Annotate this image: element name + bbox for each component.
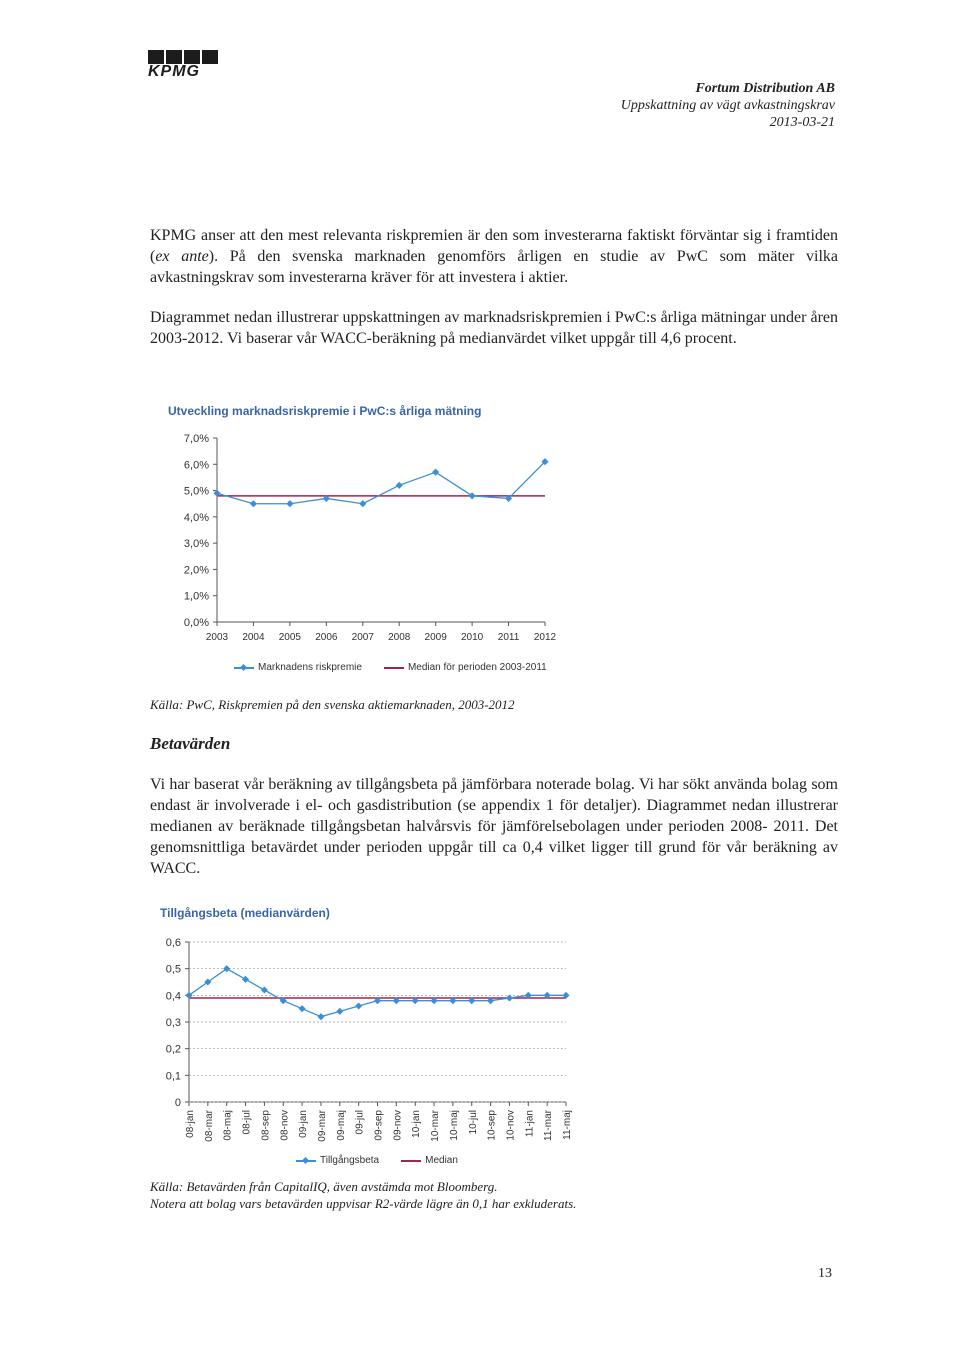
- y-tick-label: 4,0%: [183, 511, 209, 524]
- x-tick-label: 11-jan: [524, 1110, 536, 1138]
- risk-premium-chart: [0, 420, 960, 680]
- x-tick-label: 10-mar: [430, 1110, 442, 1142]
- data-point: [359, 500, 366, 507]
- header-date: 2013-03-21: [769, 115, 835, 130]
- page-number: 13: [818, 1266, 832, 1281]
- data-point: [299, 1005, 306, 1012]
- y-tick-label: 7,0%: [183, 433, 209, 445]
- x-tick-label: 2009: [424, 632, 447, 643]
- data-point: [317, 1013, 324, 1020]
- blue-line-swatch-icon: [296, 1160, 316, 1162]
- section-heading-betavarden: Betavärden: [150, 734, 231, 753]
- chart1-legend-median: [384, 662, 547, 673]
- x-tick-label: 09-nov: [392, 1110, 404, 1141]
- x-tick-label: 08-sep: [260, 1110, 272, 1141]
- y-tick-label: 0,3: [165, 1017, 181, 1029]
- y-tick-label: 0,6: [165, 937, 181, 949]
- x-tick-label: 2011: [497, 632, 520, 643]
- x-tick-label: 08-jul: [241, 1110, 253, 1135]
- y-tick-label: 5,0%: [183, 485, 209, 498]
- chart1-legend-median-label: Median för perioden 2003-2011: [407, 662, 547, 673]
- data-point: [261, 986, 268, 993]
- data-point: [432, 469, 439, 476]
- header-company: Fortum Distribution AB: [695, 81, 835, 96]
- y-tick-label: 0,4: [165, 990, 181, 1003]
- main-series-line: [217, 462, 545, 504]
- x-tick-label: 2012: [533, 632, 557, 643]
- y-tick-label: 3,0%: [183, 538, 209, 551]
- chart1-title: Utveckling marknadsriskpremie i PwC:s årliga mätning: [168, 404, 482, 418]
- data-point: [396, 482, 403, 489]
- x-tick-label: 09-jul: [354, 1110, 366, 1135]
- x-tick-label: 2007: [351, 632, 374, 643]
- x-tick-label: 10-sep: [486, 1110, 498, 1141]
- data-point: [286, 500, 293, 507]
- chart2-legend-median: [401, 1155, 458, 1166]
- data-point: [242, 976, 249, 983]
- red-line-swatch-icon: [384, 667, 404, 669]
- y-tick-label: 1,0%: [183, 590, 209, 603]
- y-tick-label: 2,0%: [183, 564, 209, 577]
- source-note-2-line1: Källa: Betavärden från CapitalIQ, även avstämda mot Bloomberg.: [150, 1179, 498, 1194]
- chart2-legend: [296, 1155, 458, 1166]
- data-point: [336, 1008, 343, 1015]
- paragraph-intro-b: ). På den svenska marknaden genomförs årligen en studie av PwC som mäter vilka avkastningskrav som investerarna kräver för att investera i aktier.: [150, 248, 839, 286]
- document-header: [621, 80, 835, 131]
- chart1-legend-series-label: Marknadens riskpremie: [258, 662, 362, 673]
- kpmg-logo: [148, 50, 218, 80]
- chart2-legend-median-label: Median: [425, 1155, 458, 1166]
- x-tick-label: 2005: [278, 632, 302, 643]
- paragraph-intro: [150, 225, 838, 288]
- chart2-legend-series: [296, 1155, 379, 1166]
- x-tick-label: 09-jan: [298, 1110, 310, 1138]
- chart1-legend-series: [234, 662, 362, 673]
- x-tick-label: 2010: [460, 632, 484, 643]
- source-note-2: [150, 1178, 576, 1212]
- asset-beta-chart: [0, 920, 960, 1160]
- paragraph-intro-emphasis: ex ante: [155, 248, 209, 265]
- x-tick-label: 10-maj: [448, 1110, 460, 1141]
- y-tick-label: 0,0%: [183, 617, 209, 629]
- red-line-swatch-icon: [401, 1160, 421, 1162]
- blue-line-swatch-icon: [234, 667, 254, 669]
- x-tick-label: 09-maj: [335, 1110, 347, 1141]
- y-tick-label: 0,5: [165, 963, 181, 976]
- x-tick-label: 10-jan: [411, 1110, 423, 1138]
- x-tick-label: 10-nov: [505, 1110, 517, 1141]
- data-point: [250, 500, 257, 507]
- x-tick-label: 2003: [205, 632, 229, 643]
- data-point: [355, 1002, 362, 1009]
- source-note-2-line2: Notera att bolag vars betavärden uppvisar R2-värde lägre än 0,1 har exkluderats.: [150, 1196, 577, 1211]
- chart2-legend-series-label: Tillgångsbeta: [320, 1155, 380, 1166]
- x-tick-label: 08-maj: [222, 1110, 234, 1141]
- header-subtitle: Uppskattning av vägt avkastningskrav: [620, 98, 835, 113]
- x-tick-label: 10-jul: [467, 1110, 479, 1135]
- x-tick-label: 2004: [242, 632, 265, 643]
- y-tick-label: 0: [174, 1097, 181, 1109]
- x-tick-label: 11-mar: [543, 1110, 555, 1141]
- x-tick-label: 08-mar: [203, 1110, 215, 1142]
- x-tick-label: 08-nov: [279, 1110, 291, 1141]
- kpmg-logo-text: KPMG: [148, 63, 200, 80]
- x-tick-label: 09-sep: [373, 1110, 385, 1141]
- x-tick-label: 2006: [315, 632, 338, 643]
- y-tick-label: 0,2: [165, 1043, 181, 1056]
- x-tick-label: 2008: [388, 632, 411, 643]
- y-tick-label: 0,1: [165, 1070, 181, 1083]
- chart2-title: Tillgångsbeta (medianvärden): [160, 906, 330, 920]
- paragraph-diagram-intro: Diagrammet nedan illustrerar uppskattningen av marknadsriskpremien i PwC:s årliga mätningar under åren 2003-2012. Vi baserar vår WACC-beräkning på medianvärdet vilket uppgår till 4,6 procent.: [150, 309, 838, 347]
- data-point: [469, 492, 476, 499]
- x-tick-label: 08-jan: [185, 1110, 196, 1138]
- paragraph-intro-a: KPMG anser att den mest relevanta riskpremien är den som investerarna faktiskt förväntar sig i framtiden (: [150, 227, 838, 265]
- y-tick-label: 6,0%: [183, 459, 209, 472]
- x-tick-label: 11-maj: [562, 1110, 573, 1140]
- x-tick-label: 09-mar: [316, 1110, 328, 1142]
- paragraph-beta: Vi har baserat vår beräkning av tillgångsbeta på jämförbara noterade bolag. Vi har sökt använda bolag som endast är involverade i el- och gasdistribution (se appendix 1 för detaljer). Diagrammet nedan illustrerar medianen av beräknade tillgångsbetan halvårsvis för jämförelsebolagen under perioden 2008- 2011. Det genomsnittliga betavärdet under perioden uppgår till ca 0,4 vilket ligger till grund för vår beräkning av WACC.: [150, 776, 838, 877]
- chart1-legend: [234, 662, 547, 673]
- source-note-1: Källa: PwC, Riskpremien på den svenska aktiemarknaden, 2003-2012: [150, 697, 515, 712]
